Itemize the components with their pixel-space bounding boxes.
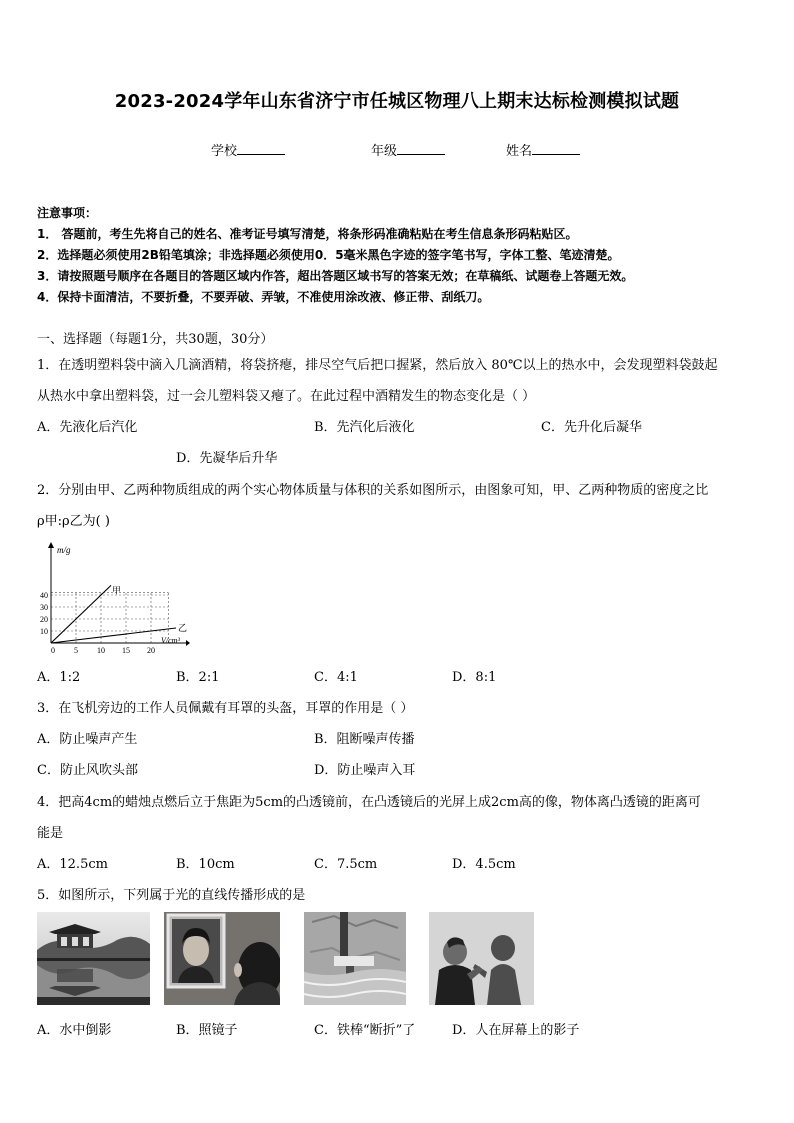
y-tick-label: 40	[40, 591, 48, 600]
q3-option-c[interactable]: C．防止风吹头部	[37, 763, 138, 778]
series-line-jia	[51, 585, 111, 643]
shadow-on-screen-photo	[429, 912, 534, 1005]
notice-item-1: 1． 答题前，考生先将自己的姓名、准考证号填写清楚，将条形码准确粘贴在考生信息条形码粘贴区。	[37, 227, 578, 241]
y-tick-label: 30	[40, 603, 48, 612]
q1-stem-line1: 1．在透明塑料袋中滴入几滴酒精，将袋挤瘪，排尽空气后把口握紧，然后放入 80℃以上的热水中，会发现塑料袋鼓起	[37, 358, 718, 373]
reflection-photo	[37, 912, 150, 1005]
q1-option-d[interactable]: D．先凝华后升华	[176, 451, 278, 466]
q5-option-c[interactable]: C．铁棒“断折”了	[314, 1023, 416, 1038]
y-tick-label: 20	[40, 615, 48, 624]
q2-option-a[interactable]: A．1:2	[37, 670, 81, 685]
x-tick-label: 5	[74, 646, 78, 655]
school-field: 学校	[211, 140, 285, 159]
q5-option-b[interactable]: B．照镜子	[176, 1023, 238, 1038]
q4-option-d[interactable]: D．4.5cm	[452, 857, 516, 872]
q4-option-c[interactable]: C．7.5cm	[314, 857, 378, 872]
q5-option-a[interactable]: A．水中倒影	[37, 1023, 112, 1038]
y-tick-label: 10	[40, 627, 48, 636]
q3-option-a[interactable]: A．防止噪声产生	[37, 732, 138, 747]
series-label-jia: 甲	[112, 585, 122, 596]
q1-option-b[interactable]: B．先汽化后液化	[314, 420, 415, 435]
q4-stem-line2: 能是	[37, 826, 64, 841]
notice-item-4: 4．保持卡面清洁，不要折叠，不要弄破、弄皱，不准使用涂改液、修正带、刮纸刀。	[37, 290, 490, 304]
x-tick-label: 20	[147, 646, 155, 655]
q3-stem: 3．在飞机旁边的工作人员佩戴有耳罩的头盔，耳罩的作用是（ ）	[37, 701, 414, 716]
mirror-photo	[164, 912, 280, 1005]
x-tick-label: 15	[122, 646, 130, 655]
q2-stem-line2: ρ甲:ρ乙为( )	[37, 514, 110, 529]
q1-stem-line2: 从热水中拿出塑料袋，过一会儿塑料袋又瘪了。在此过程中酒精发生的物态变化是（ ）	[37, 389, 536, 404]
q1-option-c[interactable]: C．先升化后凝华	[541, 420, 642, 435]
broken-rod-photo	[304, 912, 406, 1005]
page-title: 2023-2024学年山东省济宁市任城区物理八上期末达标检测模拟试题	[114, 91, 680, 112]
series-line-yi	[51, 628, 176, 643]
notice-heading: 注意事项：	[37, 206, 98, 220]
q5-stem: 5．如图所示，下列属于光的直线传播形成的是	[37, 888, 306, 903]
q4-option-b[interactable]: B．10cm	[176, 857, 235, 872]
q2-option-b[interactable]: B．2:1	[176, 670, 220, 685]
q4-stem-line1: 4．把高4cm的蜡烛点燃后立于焦距为5cm的凸透镜前，在凸透镜后的光屏上成2cm高的像，物体离凸透镜的距离可	[37, 795, 701, 810]
q2-option-c[interactable]: C．4:1	[314, 670, 358, 685]
section-heading: 一、选择题（每题1分，共30题，30分）	[37, 332, 274, 347]
grade-field: 年级	[371, 140, 445, 159]
y-axis-label: m/g	[57, 545, 71, 555]
q3-option-b[interactable]: B．阻断噪声传播	[314, 732, 415, 747]
mass-volume-chart	[30, 540, 190, 655]
q5-option-d[interactable]: D．人在屏幕上的影子	[452, 1023, 580, 1038]
x-tick-label: 10	[97, 646, 105, 655]
x-axis-label: V/cm³	[161, 636, 180, 645]
chart-ticks	[40, 591, 155, 655]
q3-option-d[interactable]: D．防止噪声入耳	[314, 763, 416, 778]
q1-option-a[interactable]: A．先液化后汽化	[37, 420, 138, 435]
notice-item-2: 2．选择题必须使用2B铅笔填涂；非选择题必须使用0．5毫米黑色字迹的签字笔书写，字体工整、笔迹清楚。	[37, 248, 620, 262]
q2-stem-line1: 2．分别由甲、乙两种物质组成的两个实心物体质量与体积的关系如图所示，由图象可知，甲、乙两种物质的密度之比	[37, 483, 709, 498]
x-tick-label: 0	[51, 646, 55, 655]
q2-option-d[interactable]: D．8:1	[452, 670, 497, 685]
name-field: 姓名	[506, 140, 580, 159]
notice-item-3: 3．请按照题号顺序在各题目的答题区域内作答，超出答题区域书写的答案无效；在草稿纸、试题卷上答题无效。	[37, 269, 634, 283]
q4-option-a[interactable]: A．12.5cm	[37, 857, 108, 872]
series-label-yi: 乙	[178, 623, 188, 633]
